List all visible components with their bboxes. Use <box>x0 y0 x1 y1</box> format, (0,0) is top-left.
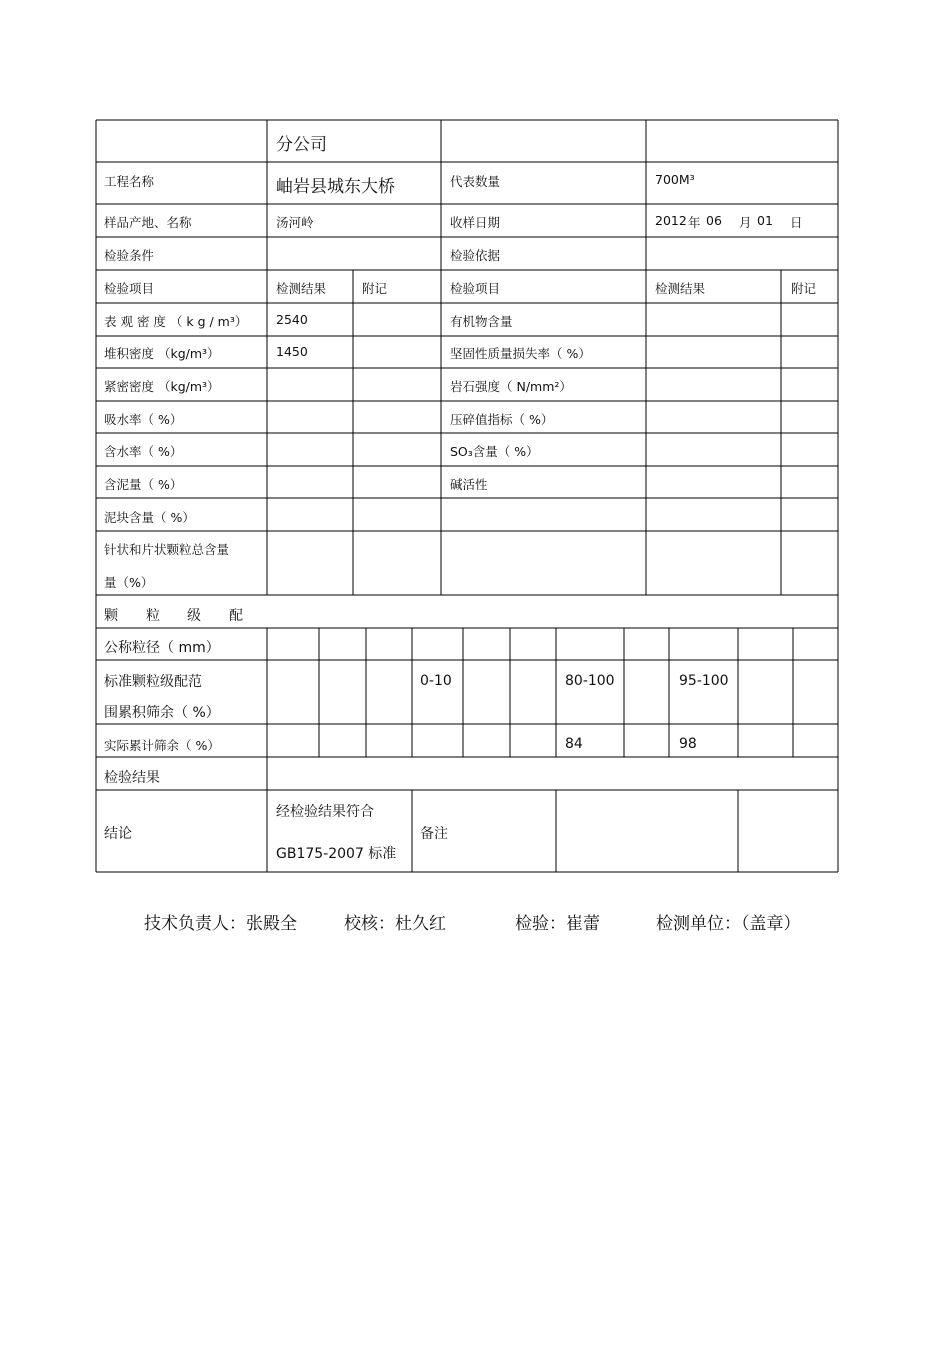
tech-lead-signature: 技术负责人：张殿全 <box>144 914 297 934</box>
sample-origin-value: 汤河岭 <box>276 215 314 230</box>
apparent-density-value: 2540 <box>276 312 308 327</box>
water-content-label: 含水率（ %） <box>104 444 183 459</box>
col-note-2: 附记 <box>791 281 817 296</box>
needle-flake-label-1: 针状和片状颗粒总含量 <box>104 542 230 557</box>
gradation-title-char-4: 配 <box>229 608 243 624</box>
compact-density-label: 紧密密度 （kg/m³） <box>104 379 220 394</box>
apparent-density-label: 表 观 密 度 （ k g / m³） <box>104 314 248 329</box>
date-day: 01 <box>757 213 773 228</box>
actual-value: 98 <box>679 736 697 752</box>
test-result-label: 检验结果 <box>104 770 160 786</box>
company-name: 分公司 <box>276 135 327 155</box>
standard-gradation-label-1: 标准颗粒级配范 <box>104 674 202 690</box>
std-value: 0-10 <box>420 673 452 689</box>
project-name-value: 岫岩县城东大桥 <box>276 177 395 197</box>
conclusion-text-2: GB175-2007 标准 <box>276 846 397 862</box>
bulk-density-value: 1450 <box>276 344 308 359</box>
gradation-title-char-3: 级 <box>187 608 201 624</box>
std-value: 95-100 <box>679 673 729 689</box>
conclusion-label: 结论 <box>104 826 132 842</box>
needle-flake-label-2: 量（%） <box>104 575 154 590</box>
quantity-label: 代表数量 <box>450 174 501 189</box>
std-value: 80-100 <box>565 673 615 689</box>
soundness-label: 坚固性质量损失率（ %） <box>450 346 591 361</box>
testing-unit-stamp: 检测单位：（盖章） <box>656 914 801 934</box>
gradation-title-char-1: 颗 <box>104 608 118 624</box>
clay-lump-label: 泥块含量（ %） <box>104 510 195 525</box>
crushing-value-label: 压碎值指标（ %） <box>450 412 554 427</box>
alkali-activity-label: 碱活性 <box>450 477 488 492</box>
col-item: 检验项目 <box>104 281 155 296</box>
nominal-size-label: 公称粒径（ mm） <box>104 640 220 656</box>
standard-gradation-label-2: 围累积筛余（ %） <box>104 705 220 721</box>
date-year-unit: 年 <box>688 215 701 230</box>
actual-residue-label: 实际累计筛余（ %） <box>104 738 220 753</box>
col-note: 附记 <box>362 281 388 296</box>
actual-value: 84 <box>565 736 583 752</box>
reviewer-signature: 校核：杜久红 <box>344 914 446 934</box>
remark-label: 备注 <box>420 826 448 842</box>
project-name-label: 工程名称 <box>104 174 155 189</box>
mud-content-label: 含泥量（ %） <box>104 477 183 492</box>
col-item-2: 检验项目 <box>450 281 501 296</box>
receive-date-label: 收样日期 <box>450 215 501 230</box>
date-month-unit: 月 <box>739 215 752 230</box>
date-day-unit: 日 <box>790 215 803 230</box>
gradation-title-char-2: 粒 <box>146 608 160 624</box>
conclusion-text-1: 经检验结果符合 <box>276 804 374 820</box>
date-year: 2012 <box>655 213 687 228</box>
col-result: 检测结果 <box>276 281 327 296</box>
organic-content-label: 有机物含量 <box>450 314 513 329</box>
sample-origin-label: 样品产地、名称 <box>104 215 192 230</box>
rock-strength-label: 岩石强度（ N/mm²） <box>450 379 572 394</box>
conditions-label: 检验条件 <box>104 248 155 263</box>
basis-label: 检验依据 <box>450 248 501 263</box>
inspector-signature: 检验：崔蕾 <box>515 914 600 934</box>
quantity-value: 700M³ <box>655 172 695 187</box>
bulk-density-label: 堆积密度 （kg/m³） <box>104 346 220 361</box>
col-result-2: 检测结果 <box>655 281 706 296</box>
date-month: 06 <box>706 213 722 228</box>
water-absorption-label: 吸水率（ %） <box>104 412 183 427</box>
so3-content-label: SO₃含量（ %） <box>450 444 539 459</box>
